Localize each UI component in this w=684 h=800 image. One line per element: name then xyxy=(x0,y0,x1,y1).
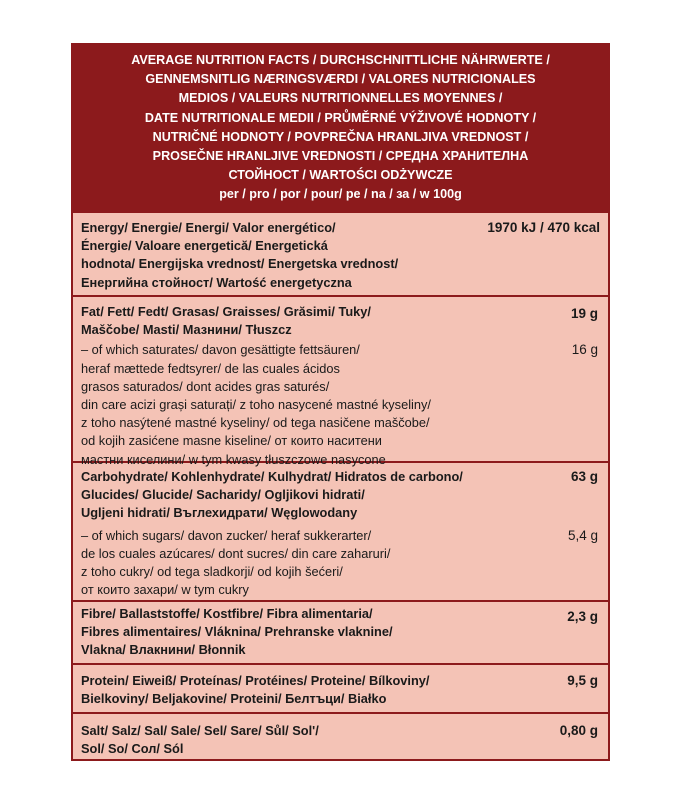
fibre-label: Vlakna/ Влакнини/ Błonnik xyxy=(81,642,246,658)
saturates-label: heraf mættede fedtsyrer/ de las cuales ácidos xyxy=(81,360,340,376)
protein-section xyxy=(73,665,608,714)
header-line: DATE NUTRITIONALE MEDII / PRŮMĚRNÉ VÝŽIVOVÉ HODNOTY / xyxy=(144,110,537,125)
energy-label: Energy/ Energie/ Energi/ Valor energético/ xyxy=(81,220,336,235)
carbohydrate-row xyxy=(81,468,598,523)
fat-label: Maščobe/ Masti/ Мазнини/ Tłuszcz xyxy=(81,322,292,338)
header-line: MEDIOS / VALEURS NUTRITIONNELLES MOYENNES / xyxy=(178,91,503,106)
header-line: GENNEMSNITLIG NÆRINGSVÆRDI / VALORES NUTRICIONALES xyxy=(145,72,536,87)
saturates-row xyxy=(81,341,598,468)
header-line: СТОЙНОСТ / WARTOŚCI ODŻYWCZE xyxy=(228,168,453,183)
sugars-label: от които захари/ w tym cukry xyxy=(81,582,249,598)
saturates-label: мастни киселини/ w tym kwasy tłuszczowe nasycone xyxy=(81,451,386,467)
fibre-label: Fibre/ Ballaststoffe/ Kostfibre/ Fibra alimentaria/ xyxy=(81,606,373,621)
fibre-row xyxy=(81,605,598,660)
nutrition-facts-panel xyxy=(71,43,610,761)
fibre-value: 2,3 g xyxy=(567,609,598,624)
fat-label: Fat/ Fett/ Fedt/ Grasas/ Graisses/ Grăsimi/ Tuky/ xyxy=(81,304,371,319)
energy-label: Énergie/ Valoare energetică/ Energetická xyxy=(81,238,328,254)
carbohydrate-label: Glucides/ Glucide/ Sacharidy/ Ogljikovi hidrati/ xyxy=(81,487,365,503)
header-line: AVERAGE NUTRITION FACTS / DURCHSCHNITTLICHE NÄHRWERTE / xyxy=(131,53,550,67)
saturates-label: grasos saturados/ dont acides gras saturés/ xyxy=(81,378,330,394)
saturates-label: od kojih zasićene masne kiseline/ от които наситени xyxy=(81,433,382,449)
carbohydrate-label: Carbohydrate/ Kohlenhydrate/ Kulhydrat/ Hidratos de carbono/ xyxy=(81,469,463,484)
salt-label: Sol/ So/ Сол/ Sól xyxy=(81,741,184,757)
header-line: NUTRIČNÉ HODNOTY / POVPREČNA HRANLJIVA VREDNOST / xyxy=(152,129,529,144)
carbohydrate-label: Ugljeni hidrati/ Въглехидрати/ Węglowodany xyxy=(81,505,358,521)
saturates-label: z toho nasýtené mastné kyseliny/ od tega nasičene maščobe/ xyxy=(81,415,430,431)
protein-row xyxy=(81,672,598,708)
saturates-label: – of which saturates/ davon gesättigte fettsäuren/ xyxy=(81,342,360,358)
energy-value: 1970 kJ / 470 kcal xyxy=(487,220,600,235)
sugars-label: – of which sugars/ davon zucker/ heraf sukkerarter/ xyxy=(81,527,372,543)
fat-value: 19 g xyxy=(570,306,598,321)
energy-label: Енергийна стойност/ Wartość energetyczna xyxy=(81,274,352,290)
header-line: PROSEČNE HRANLJIVE VREDNOSTI / СРЕДНА ХРАНИТЕЛНА xyxy=(152,149,529,164)
salt-section xyxy=(73,714,608,757)
protein-label: Protein/ Eiweiß/ Proteínas/ Protéines/ Proteine/ Bílkoviny/ xyxy=(81,673,430,688)
sugars-row xyxy=(81,527,598,600)
fibre-section xyxy=(73,602,608,665)
protein-label: Bielkoviny/ Beljakovine/ Proteini/ Белтъци/ Białko xyxy=(81,691,387,707)
carbohydrate-value: 63 g xyxy=(570,469,598,484)
sugars-value: 5,4 g xyxy=(567,527,598,543)
fibre-label: Fibres alimentaires/ Vláknina/ Prehranske vlaknine/ xyxy=(81,624,393,640)
sugars-label: de los cuales azúcares/ dont sucres/ din care zaharuri/ xyxy=(81,545,391,561)
fat-section xyxy=(73,297,608,467)
sugars-label: z toho cukry/ od tega sladkorji/ od kojih šećeri/ xyxy=(81,564,343,580)
salt-row xyxy=(81,722,598,758)
protein-value: 9,5 g xyxy=(567,673,598,688)
salt-label: Salt/ Salz/ Sal/ Sale/ Sel/ Sare/ Sůl/ Sol'/ xyxy=(81,723,319,738)
nutrition-header xyxy=(73,45,608,213)
energy-label: hodnota/ Energijska vrednost/ Energetska vrednost/ xyxy=(81,256,399,272)
per-100g-line: per / pro / por / pour/ pe / na / за / w 100g xyxy=(219,187,462,202)
energy-row xyxy=(81,219,598,292)
saturates-label: din care acizi grași saturați/ z toho nasycené mastné kyseliny/ xyxy=(81,397,431,413)
energy-section xyxy=(73,213,608,297)
carbohydrate-section xyxy=(73,463,608,602)
saturates-value: 16 g xyxy=(571,342,598,358)
fat-row xyxy=(81,303,598,339)
salt-value: 0,80 g xyxy=(559,723,598,738)
